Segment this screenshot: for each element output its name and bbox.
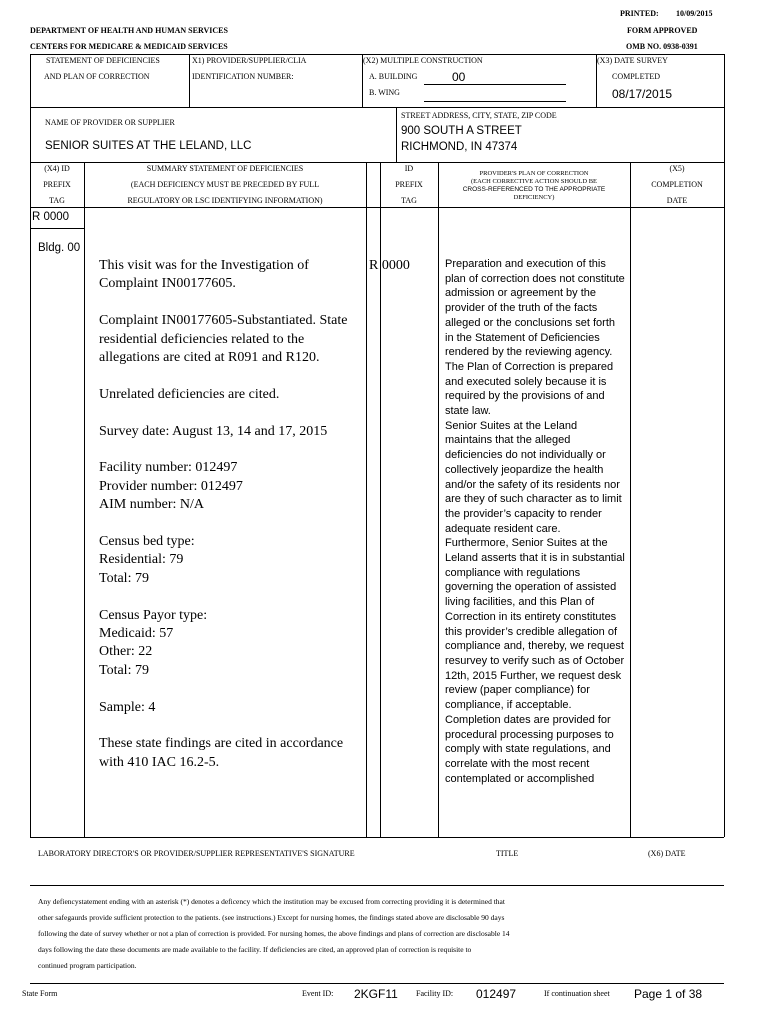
disclaimer-line: following the date of survey whether or not a plan of correction is provided. For nursing homes, the above findings and plans of correction are disclosable 14 xyxy=(38,929,510,938)
prefix-label-2: PREFIX xyxy=(395,180,423,189)
completion-label: COMPLETION xyxy=(651,180,703,189)
building-value: 00 xyxy=(452,70,466,84)
address-line-1: 900 SOUTH A STREET xyxy=(401,125,522,137)
address-label: STREET ADDRESS, CITY, STATE, ZIP CODE xyxy=(401,111,557,120)
facility-id: 012497 xyxy=(476,987,517,1001)
omb-number: OMB NO. 0938-0391 xyxy=(626,42,698,51)
building-underline xyxy=(424,84,566,85)
survey-completed-date: 08/17/2015 xyxy=(612,87,673,101)
id-label: ID xyxy=(404,164,414,173)
date-label: DATE xyxy=(666,196,688,205)
summary-paragraph: Unrelated deficiencies are cited. xyxy=(99,386,280,402)
col-divider-5 xyxy=(630,162,631,837)
disclaimer-line: Any defiencystatement ending with an asterisk (*) denotes a deficency which the institution may be excused from correcting providing it is determined that xyxy=(38,897,505,906)
plan-of-correction-text: Preparation and execution of this plan of correction does not constitute admission or agreement by the provider of the truth of the facts alleged or the conclusions set forth in the Statement of Deficiencies rendered by the reviewing agency. The Plan of Correction is prepared and executed solely because it is required by the provisions of and state law. Senior Suites at the Leland maintains that the alleged deficiencies do not individually or collectively jeopardize the health and/or the safety of its residents nor are they of such character as to limit the provider’s capacity to render adequate resident care. Furthermore, Senior Suites at the Leland asserts that it is in substantial compliance with regulations governing the operation of assisted living facilities, and this Plan of Correction in its entirety constitutes this provider’s credible allegation of compliance and, thereby, we request resurvey to verify such as of October 12th, 2015 Further, we request desk review (paper compliance) for compliance, if acceptable. Completion dates are provided for procedural processing purposes to comply with state regulations, and correlate with the most recent contemplated or accomplished xyxy=(445,258,625,785)
wing-underline xyxy=(424,101,566,102)
summary-paragraph: These state findings are cited in accordance with 410 IAC 16.2-5. xyxy=(99,736,344,770)
right-tag: R 0000 xyxy=(369,258,410,273)
poc-label-4: DEFICIENCY) xyxy=(513,194,555,201)
x5-label: (X5) xyxy=(669,164,685,173)
row2-divider xyxy=(396,107,397,162)
x1-label-2: IDENTIFICATION NUMBER: xyxy=(192,72,294,81)
disclaimer-line: continued program participation. xyxy=(38,961,137,970)
summary-paragraph: This visit was for the Investigation of Complaint IN00177605. xyxy=(99,258,309,292)
disclaimer xyxy=(38,894,510,974)
building-tag: Bldg. 00 xyxy=(38,242,81,254)
col-divider-4 xyxy=(438,162,439,837)
summary-paragraph: Census bed type: Residential: 79 Total: 79 xyxy=(99,534,195,586)
provider-name: SENIOR SUITES AT THE LELAND, LLC xyxy=(45,140,252,152)
facility-id-label: Facility ID: xyxy=(416,989,454,998)
x4-id-label: (X4) ID xyxy=(44,164,70,173)
x3-title: (X3) DATE SURVEY xyxy=(597,56,668,65)
printed-date: 10/09/2015 xyxy=(676,9,713,18)
wing-label: B. WING xyxy=(369,88,400,97)
building-label: A. BUILDING xyxy=(369,72,418,81)
event-id-label: Event ID: xyxy=(302,989,334,998)
summary-label-3: REGULATORY OR LSC IDENTIFYING INFORMATION) xyxy=(127,196,323,205)
state-form-label: State Form xyxy=(22,989,58,998)
summary-paragraph: Sample: 4 xyxy=(99,699,156,715)
address-line-2: RICHMOND, IN 47374 xyxy=(401,141,518,153)
disclaimer-line: other safegaurds provide sufficient protection to the patients. (see instructions.) Except for nursing homes, the findings stated above are disclosable 90 days xyxy=(38,913,505,922)
continuation-label: If continuation sheet xyxy=(544,989,610,998)
summary-paragraph: Facility number: 012497 Provider number: 012497 AIM number: N/A xyxy=(99,460,243,513)
signature-bottom-line xyxy=(30,885,724,886)
printed-label: PRINTED: xyxy=(620,9,659,18)
summary-label-2: (EACH DEFICIENCY MUST BE PRECEDED BY FULL xyxy=(130,180,320,189)
department-heading: DEPARTMENT OF HEALTH AND HUMAN SERVICES xyxy=(30,26,228,35)
poc-label-1: PROVIDER'S PLAN OF CORRECTION xyxy=(479,170,589,177)
tag-label: TAG xyxy=(49,196,65,205)
x2-title: (X2) MULTIPLE CONSTRUCTION xyxy=(363,56,483,65)
left-tag: R 0000 xyxy=(32,211,70,223)
poc-label-2: (EACH CORRECTIVE ACTION SHOULD BE xyxy=(470,178,598,185)
x1-label-1: X1) PROVIDER/SUPPLIER/CLIA xyxy=(192,56,307,65)
disclaimer-line: days following the date these documents are made available to the facility. If deficiencies are cited, an approved plan of correction is requisite to xyxy=(38,945,472,954)
form-approved-label: FORM APPROVED xyxy=(627,26,698,35)
frame-right-line xyxy=(724,54,725,837)
page-number: Page 1 of 38 xyxy=(634,987,703,1001)
centers-heading: CENTERS FOR MEDICARE & MEDICAID SERVICES xyxy=(30,42,228,51)
footer-top-line xyxy=(30,983,724,984)
statement-label-1: STATEMENT OF DEFICIENCIES xyxy=(46,56,160,65)
summary-paragraph: Census Payor type: Medicaid: 57 Other: 22 Total: 79 xyxy=(99,607,208,678)
summary-label-1: SUMMARY STATEMENT OF DEFICIENCIES xyxy=(146,164,304,173)
summary-statement xyxy=(99,257,361,772)
statement-label-2: AND PLAN OF CORRECTION xyxy=(44,72,150,81)
col-divider-2 xyxy=(366,162,367,837)
tag-row-line xyxy=(30,228,84,229)
x6-date-label: (X6) DATE xyxy=(648,849,686,858)
signature-label: LABORATORY DIRECTOR'S OR PROVIDER/SUPPLIER REPRESENTATIVE'S SIGNATURE xyxy=(38,849,355,858)
provider-name-label: NAME OF PROVIDER OR SUPPLIER xyxy=(45,118,175,127)
completed-label: COMPLETED xyxy=(612,72,660,81)
title-label: TITLE xyxy=(496,849,519,858)
prefix-label: PREFIX xyxy=(43,180,71,189)
colhead-bottom-line xyxy=(30,207,724,208)
col-divider-1 xyxy=(84,162,85,837)
frame-top-line xyxy=(30,54,724,55)
body-bottom-line xyxy=(30,837,724,838)
row1-divider-1 xyxy=(189,54,190,107)
tag-label-2: TAG xyxy=(401,196,417,205)
summary-paragraph: Survey date: August 13, 14 and 17, 2015 xyxy=(99,423,328,439)
poc-label-3: CROSS-REFERENCED TO THE APPROPRIATE xyxy=(462,186,606,193)
row1-bottom-line xyxy=(30,107,724,108)
summary-paragraph: Complaint IN00177605-Substantiated. State residential deficiencies related to the allegations are cited at R091 and R120. xyxy=(99,313,348,366)
row2-bottom-line xyxy=(30,162,724,163)
event-id: 2KGF11 xyxy=(354,987,398,1001)
